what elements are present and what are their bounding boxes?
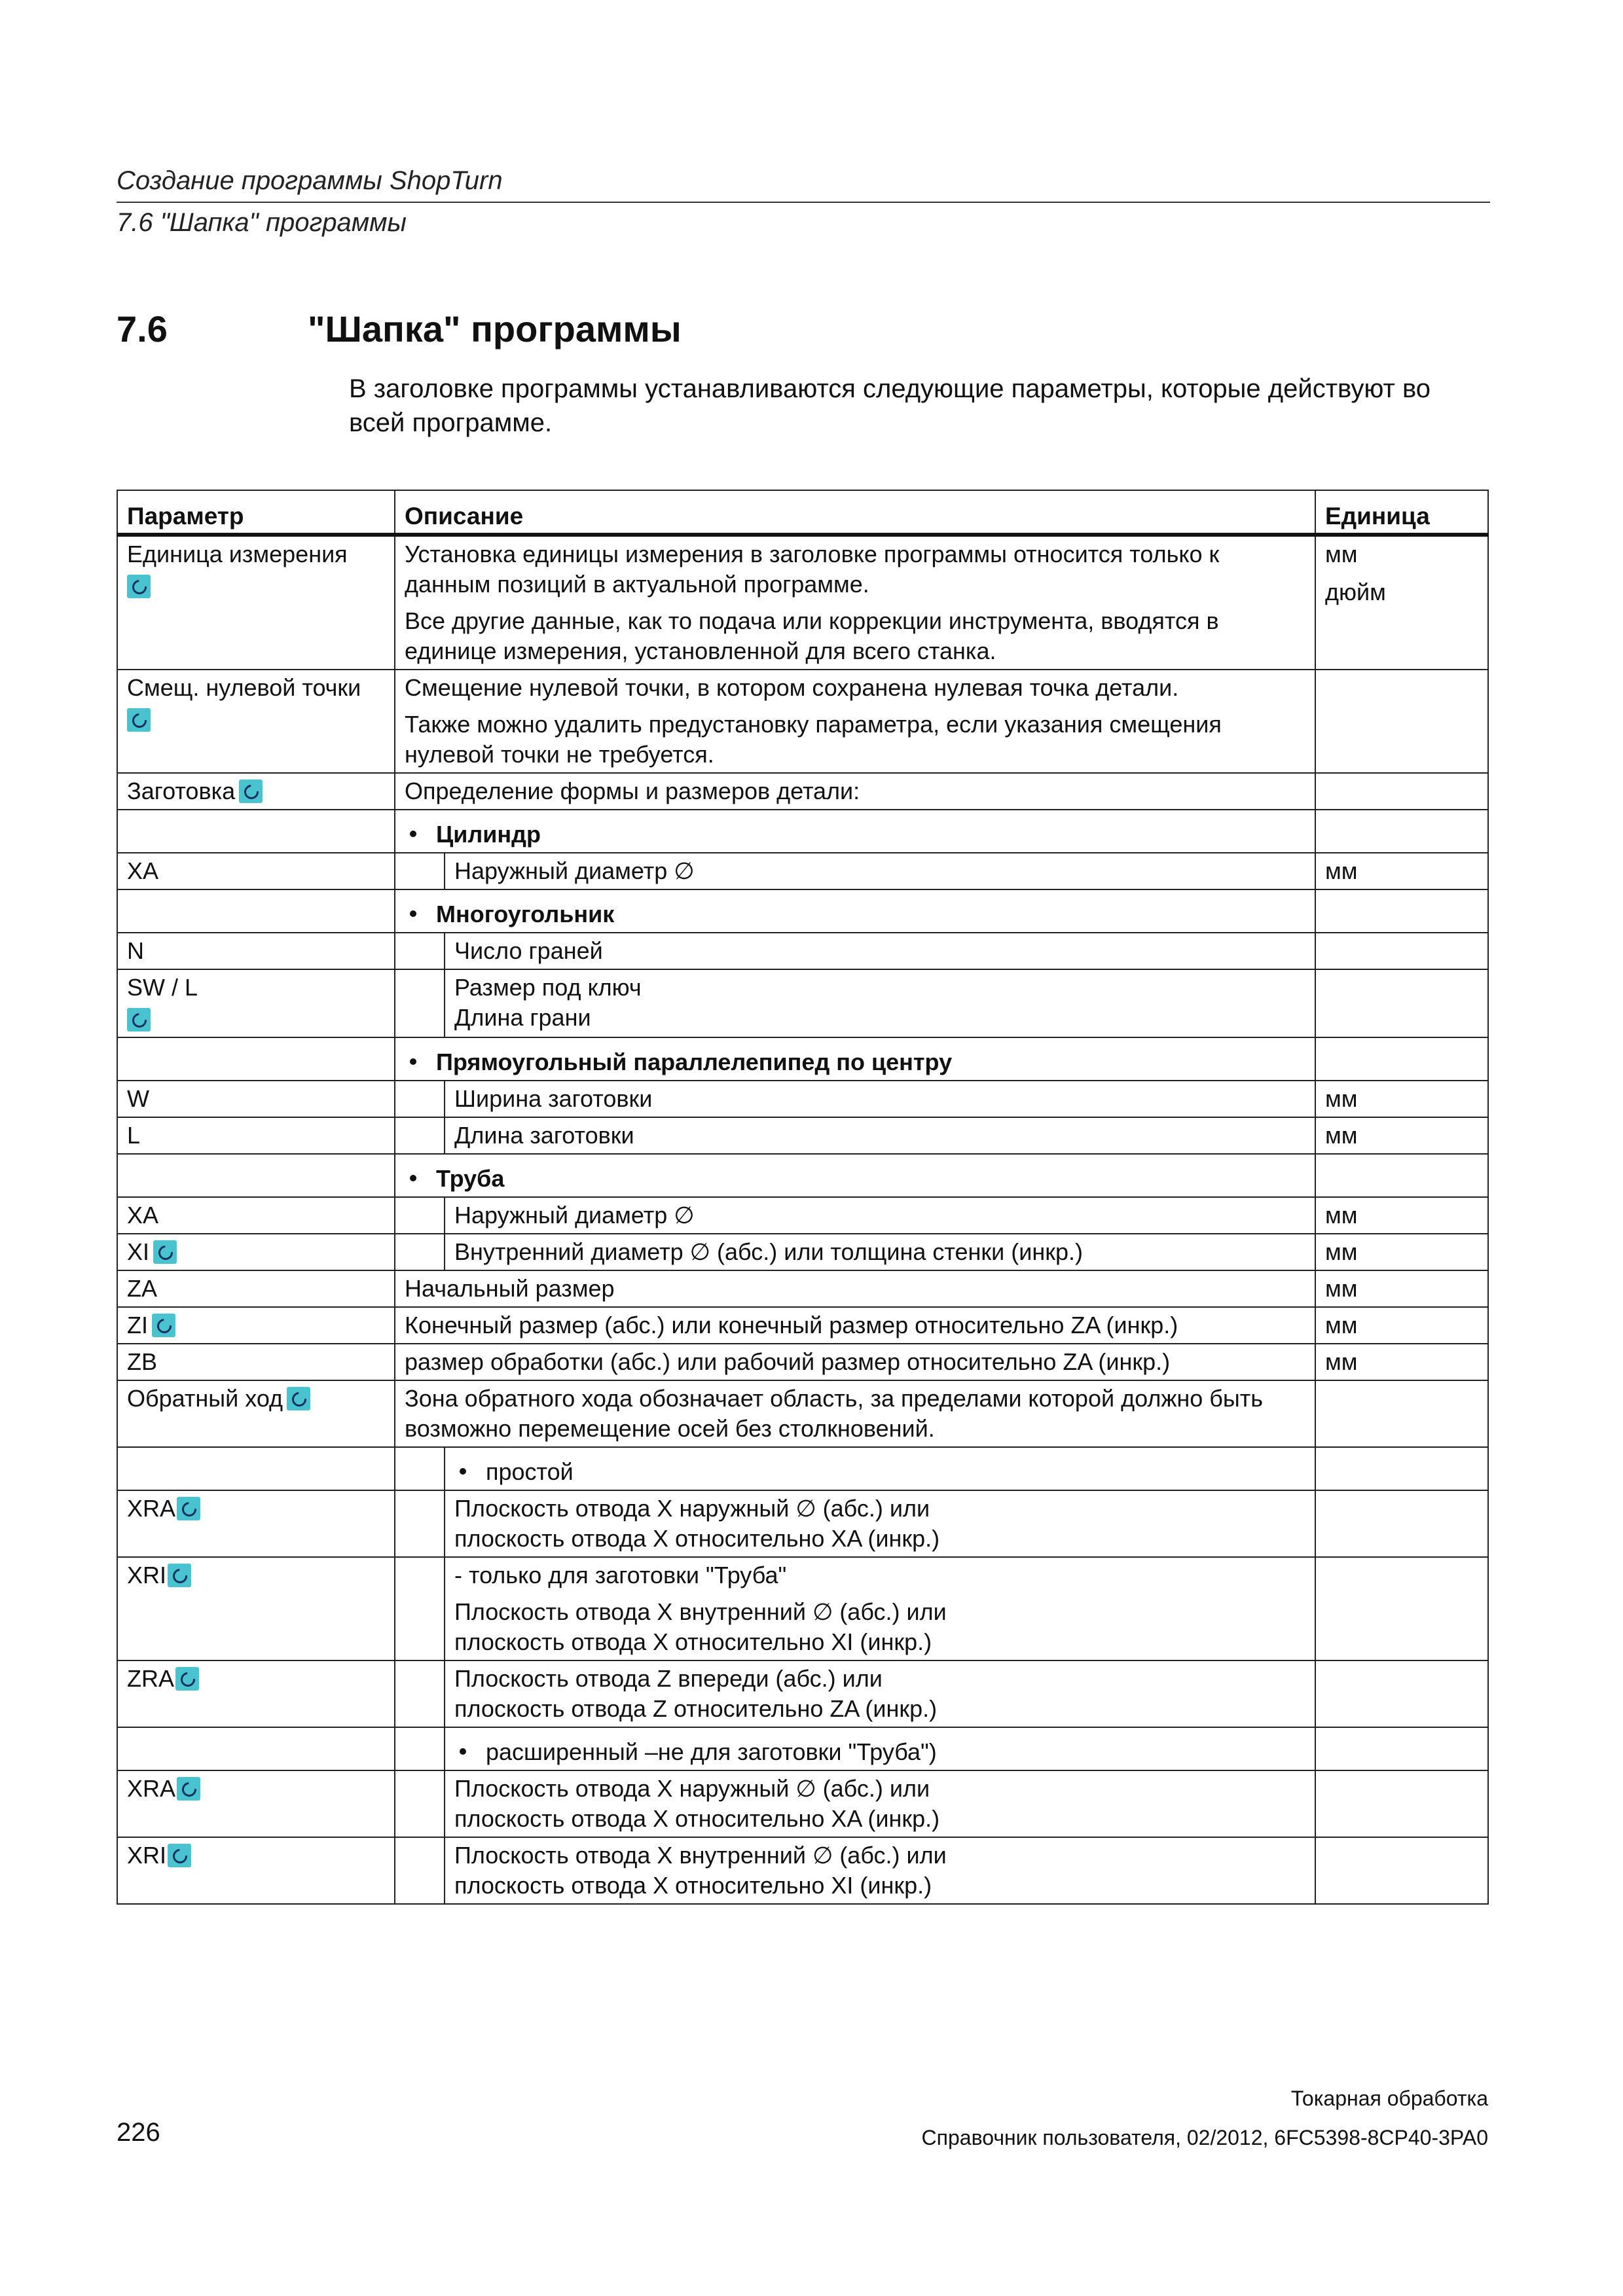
unit-text: мм xyxy=(1325,541,1358,567)
desc-text: Зона обратного хода обозначает область, за пределами которой должно быть возможно перемещение осей без столкновений. xyxy=(395,1380,1315,1447)
desc-text: Смещение нулевой точки, в котором сохранена нулевая точка детали. xyxy=(405,674,1179,701)
param-name: XRI xyxy=(127,1842,167,1869)
section-number: 7.6 xyxy=(117,308,168,350)
desc-text: Плоскость отвода Z впереди (абс.) или xyxy=(454,1665,883,1692)
desc-text: Внутренний диаметр ∅ (абс.) или толщина стенки (инкр.) xyxy=(445,1234,1315,1270)
toggle-icon xyxy=(239,780,263,803)
desc-text: Плоскость отвода X наружный ∅ (абс.) или xyxy=(454,1775,930,1802)
table-row xyxy=(117,1770,1488,1837)
param-name: ZRA xyxy=(127,1665,174,1692)
param-name: XA xyxy=(117,853,395,889)
toggle-icon xyxy=(153,1240,177,1264)
bullet-row xyxy=(117,889,1488,933)
toggle-icon xyxy=(127,708,151,732)
bullet-label: Прямоугольный параллелепипед по центру xyxy=(436,1049,953,1075)
param-name: L xyxy=(117,1117,395,1154)
bullet-row xyxy=(117,1154,1488,1197)
desc-text: Определение формы и размеров детали: xyxy=(395,773,1315,810)
desc-text: Размер под ключ xyxy=(454,974,642,1001)
running-header-title: Создание программы ShopTurn xyxy=(117,166,503,195)
param-name: XRA xyxy=(127,1775,176,1802)
bullet-icon xyxy=(410,831,416,837)
unit-text: мм xyxy=(1315,1270,1488,1307)
param-name: ZB xyxy=(117,1344,395,1380)
param-name: XI xyxy=(127,1238,150,1265)
param-name: XRA xyxy=(127,1495,176,1522)
toggle-icon xyxy=(127,575,151,598)
desc-text: Установка единицы измерения в заголовке программы относится только к данным позиций в актуальной программе. xyxy=(405,541,1220,598)
desc-text: Все другие данные, как то подача или коррекции инструмента, вводятся в единице измерения, установленной для всего станка. xyxy=(405,607,1219,664)
table-row xyxy=(117,1081,1488,1117)
bullet-icon xyxy=(410,1058,416,1065)
bullet-row xyxy=(117,1447,1488,1490)
desc-text: Плоскость отвода X наружный ∅ (абс.) или xyxy=(454,1495,930,1522)
bullet-label: простой xyxy=(486,1458,574,1485)
param-name: ZA xyxy=(117,1270,395,1307)
page-number: 226 xyxy=(117,2118,160,2147)
param-name: N xyxy=(117,933,395,969)
unit-text: мм xyxy=(1315,1081,1488,1117)
footer-doc-info: Справочник пользователя, 02/2012, 6FC5398-8CP40-3PA0 xyxy=(921,2126,1488,2149)
unit-text: мм xyxy=(1315,1234,1488,1270)
bullet-icon xyxy=(460,1748,466,1755)
section-title: "Шапка" программы xyxy=(308,308,682,350)
bullet-row xyxy=(117,1727,1488,1770)
bullet-icon xyxy=(410,910,416,917)
param-name: Единица измерения xyxy=(127,541,348,567)
unit-text: дюйм xyxy=(1325,579,1386,605)
param-name: XA xyxy=(117,1197,395,1234)
desc-text: размер обработки (абс.) или рабочий размер относительно ZA (инкр.) xyxy=(395,1344,1315,1380)
desc-text: Наружный диаметр ∅ xyxy=(445,1197,1315,1234)
param-name: ZI xyxy=(127,1312,148,1338)
desc-text: плоскость отвода X относительно XA (инкр.) xyxy=(454,1805,940,1832)
unit-text: мм xyxy=(1315,1307,1488,1344)
desc-text: Плоскость отвода X внутренний ∅ (абс.) или xyxy=(454,1598,947,1625)
param-name: Смещ. нулевой точки xyxy=(127,674,361,701)
toggle-icon xyxy=(152,1314,175,1337)
table-row xyxy=(117,1660,1488,1727)
param-name: W xyxy=(117,1081,395,1117)
unit-text: мм xyxy=(1315,1117,1488,1154)
table-row xyxy=(117,969,1488,1037)
desc-text: Число граней xyxy=(445,933,1315,969)
running-header-section: 7.6 "Шапка" программы xyxy=(117,208,407,237)
bullet-label: расширенный –не для заготовки "Труба") xyxy=(486,1738,937,1765)
desc-text: Длина грани xyxy=(454,1004,591,1031)
desc-text: Начальный размер xyxy=(395,1270,1315,1307)
desc-text: - только для заготовки "Труба" xyxy=(454,1562,787,1588)
bullet-icon xyxy=(410,1175,416,1181)
table-row xyxy=(117,1344,1488,1380)
desc-text: Также можно удалить предустановку параметра, если указания смещения нулевой точки не требуется. xyxy=(405,711,1222,768)
toggle-icon xyxy=(168,1564,191,1587)
table-row xyxy=(117,1837,1488,1904)
table-row xyxy=(117,853,1488,889)
table-row xyxy=(117,535,1488,670)
param-name: SW / L xyxy=(127,974,198,1001)
table-row xyxy=(117,670,1488,773)
bullet-label: Цилиндр xyxy=(436,821,541,848)
parameter-table xyxy=(117,490,1489,1905)
table-row xyxy=(117,1307,1488,1344)
table-row xyxy=(117,773,1488,810)
table-row xyxy=(117,933,1488,969)
table-row xyxy=(117,1490,1488,1557)
desc-text: плоскость отвода X относительно XI (инкр.) xyxy=(454,1872,932,1899)
toggle-icon xyxy=(127,1008,151,1031)
desc-text: Плоскость отвода X внутренний ∅ (абс.) или xyxy=(454,1842,947,1869)
bullet-label: Труба xyxy=(436,1165,505,1192)
unit-text: мм xyxy=(1315,1197,1488,1234)
table-row xyxy=(117,1234,1488,1270)
bullet-row xyxy=(117,1037,1488,1081)
table-row xyxy=(117,1117,1488,1154)
param-name: Заготовка xyxy=(127,778,236,804)
desc-text: Ширина заготовки xyxy=(445,1081,1315,1117)
unit-text: мм xyxy=(1315,853,1488,889)
desc-text: плоскость отвода X относительно XI (инкр.) xyxy=(454,1628,932,1655)
unit-text: мм xyxy=(1315,1344,1488,1380)
table-row xyxy=(117,1270,1488,1307)
section-intro: В заголовке программы устанавливаются следующие параметры, которые действуют во всей программе. xyxy=(349,374,1431,437)
table-row xyxy=(117,1557,1488,1660)
desc-text: Длина заготовки xyxy=(445,1117,1315,1154)
header-desc: Описание xyxy=(395,490,1315,535)
param-name: Обратный ход xyxy=(127,1385,283,1412)
desc-text: плоскость отвода X относительно XA (инкр.) xyxy=(454,1525,940,1552)
desc-text: плоскость отвода Z относительно ZA (инкр.) xyxy=(454,1695,938,1722)
bullet-icon xyxy=(460,1468,466,1475)
toggle-icon xyxy=(168,1844,191,1867)
desc-text: Наружный диаметр ∅ xyxy=(445,853,1315,889)
bullet-label: Многоугольник xyxy=(436,901,615,927)
header-param: Параметр xyxy=(117,490,395,535)
header-rule xyxy=(117,202,1490,203)
footer-book-title: Токарная обработка xyxy=(1290,2087,1488,2110)
bullet-row xyxy=(117,810,1488,853)
toggle-icon xyxy=(177,1777,200,1801)
toggle-icon xyxy=(177,1497,200,1520)
desc-text: Конечный размер (абс.) или конечный размер относительно ZA (инкр.) xyxy=(395,1307,1315,1344)
table-header-row xyxy=(117,490,1488,535)
header-unit: Единица xyxy=(1315,490,1488,535)
param-name: XRI xyxy=(127,1562,167,1588)
toggle-icon xyxy=(287,1387,310,1410)
toggle-icon xyxy=(175,1667,199,1691)
table-row xyxy=(117,1197,1488,1234)
table-row xyxy=(117,1380,1488,1447)
